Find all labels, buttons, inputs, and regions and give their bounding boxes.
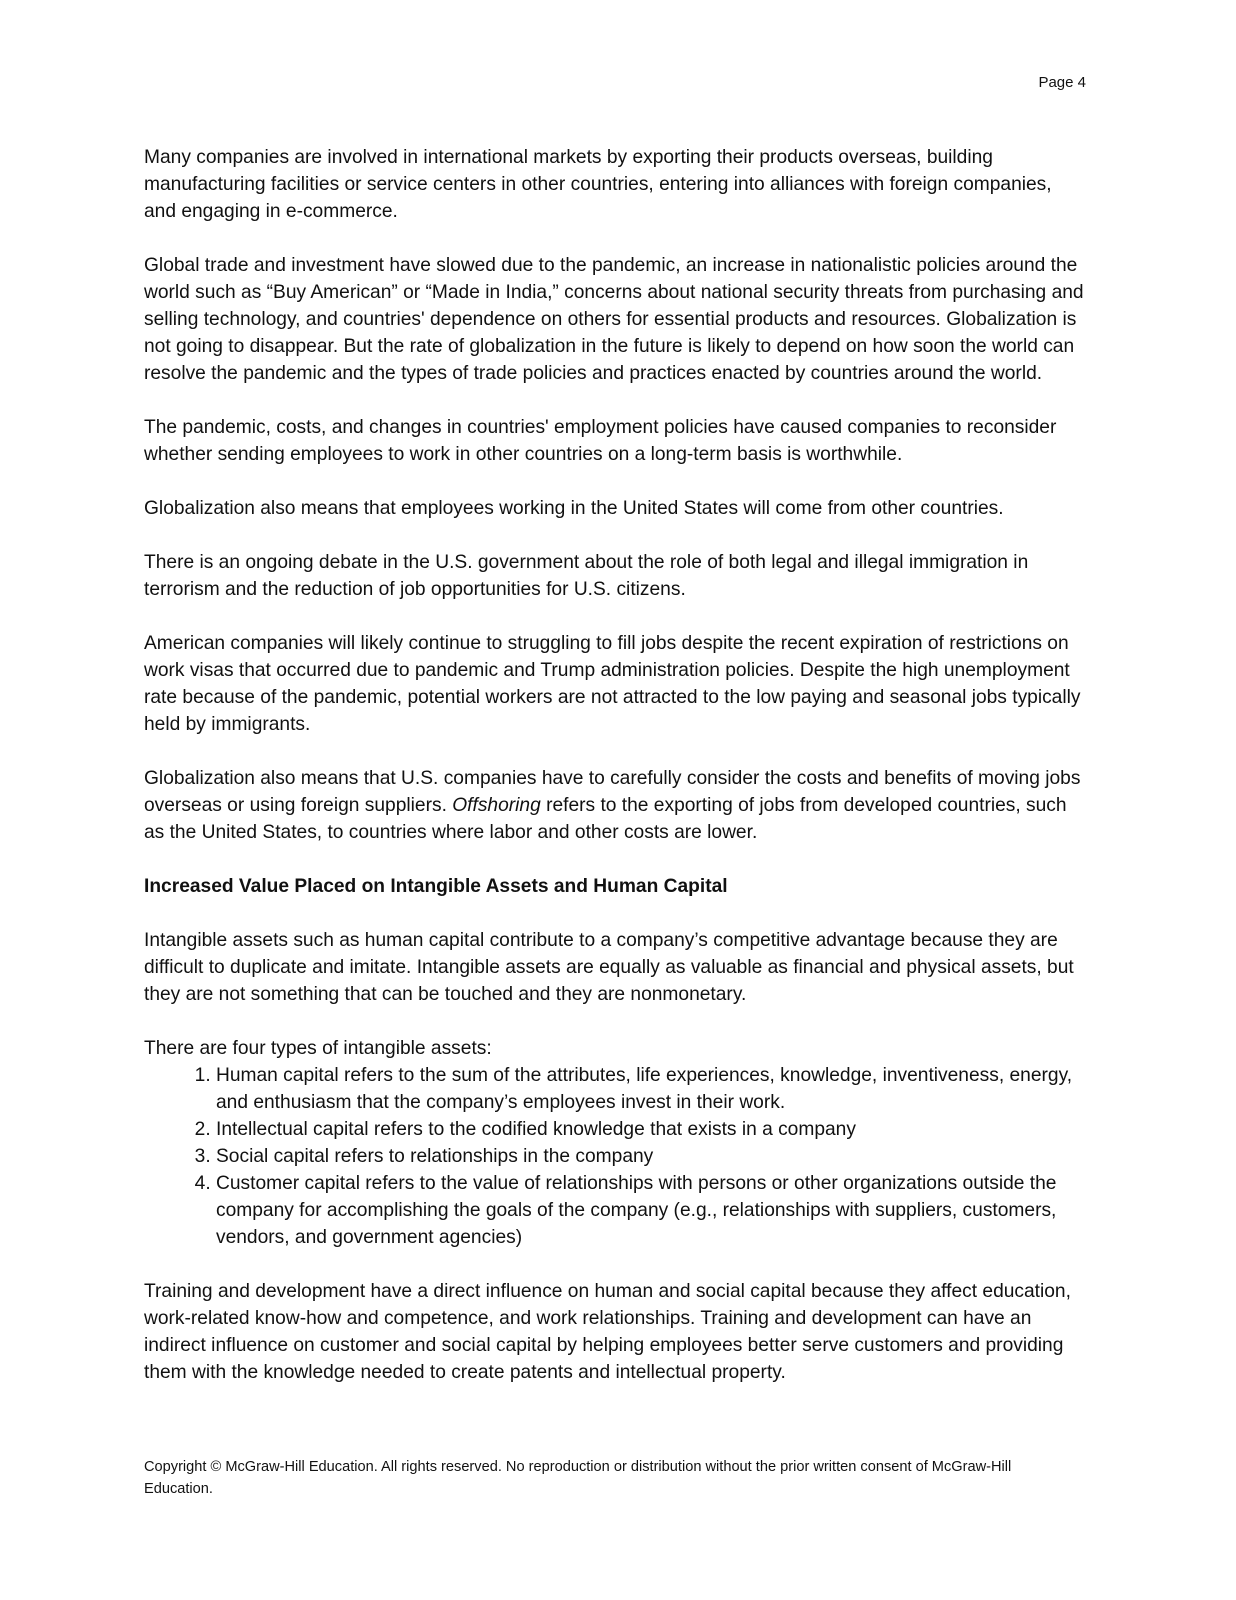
list-item: 2. Intellectual capital refers to the codified knowledge that exists in a company [216,1116,1084,1143]
paragraph-international-markets: Many companies are involved in international markets by exporting their products overseas, building manufacturing facilities or service centers in other countries, entering into alliances with foreign companies, and engaging in e-commerce. [144,147,1052,222]
offshoring-text-before: Globalization also means that U.S. companies have to carefully consider the costs and benefits of moving jobs overseas or using foreign suppliers. [144,768,1081,816]
paragraph-training-development: Training and development have a direct influence on human and social capital because they affect education, work-related know-how and competence, and work relationships. Training and development can have an indirect influence on customer and social capital by helping employees better serve customers and providing them with the knowledge needed to create patents and intellectual property. [144,1281,1071,1383]
paragraph-immigration-debate: There is an ongoing debate in the U.S. government about the role of both legal and illegal immigration in terrorism and the reduction of job opportunities for U.S. citizens. [144,552,1029,600]
paragraph-filling-jobs: American companies will likely continue to struggling to fill jobs despite the recent expiration of restrictions on work visas that occurred due to pandemic and Trump administration policies. Despite the high unemployment rate because of the pandemic, potential workers are not attracted to the low paying and seasonal jobs typically held by immigrants. [144,633,1081,735]
list-item: 3. Social capital refers to relationships in the company [216,1143,1084,1170]
copyright-footer: Copyright © McGraw-Hill Education. All rights reserved. No reproduction or distribution without the prior written consent of McGraw-Hill Education. [144,1459,1012,1497]
offshoring-text-after: refers to the exporting of jobs from developed countries, such as the United States, to countries where labor and other costs are lower. [144,795,1067,843]
list-intro: There are four types of intangible assets: [144,1038,492,1059]
paragraph-offshoring [144,765,1084,846]
offshoring-term: Offshoring [452,795,541,816]
document-body [144,144,1084,1413]
section-heading: Increased Value Placed on Intangible Assets and Human Capital [144,876,728,897]
list-item: 1. Human capital refers to the sum of the attributes, life experiences, knowledge, inventiveness, energy, and enthusiasm that the company’s employees invest in their work. [216,1062,1084,1116]
paragraph-intangible-assets: Intangible assets such as human capital contribute to a company’s competitive advantage because they are difficult to duplicate and imitate. Intangible assets are equally as valuable as financial and physical assets, but they are not something that can be touched and they are nonmonetary. [144,930,1074,1005]
paragraph-pandemic-costs: The pandemic, costs, and changes in countries' employment policies have caused companies to reconsider whether sending employees to work in other countries on a long-term basis is worthwhile. [144,417,1057,465]
list-item: 4. Customer capital refers to the value of relationships with persons or other organizations outside the company for accomplishing the goals of the company (e.g., relationships with suppliers, customers, vendors, and government agencies) [216,1170,1084,1251]
page-number: Page 4 [1038,74,1086,91]
paragraph-employees-from-other-countries: Globalization also means that employees working in the United States will come from other countries. [144,498,1004,519]
paragraph-global-trade: Global trade and investment have slowed due to the pandemic, an increase in nationalistic policies around the world such as “Buy American” or “Made in India,” concerns about national security threats from purchasing and selling technology, and countries' dependence on others for essential products and resources. Globalization is not going to disappear. But the rate of globalization in the future is likely to depend on how soon the world can resolve the pandemic and the types of trade policies and practices enacted by countries around the world. [144,255,1084,384]
intangible-assets-list [144,1062,1084,1251]
